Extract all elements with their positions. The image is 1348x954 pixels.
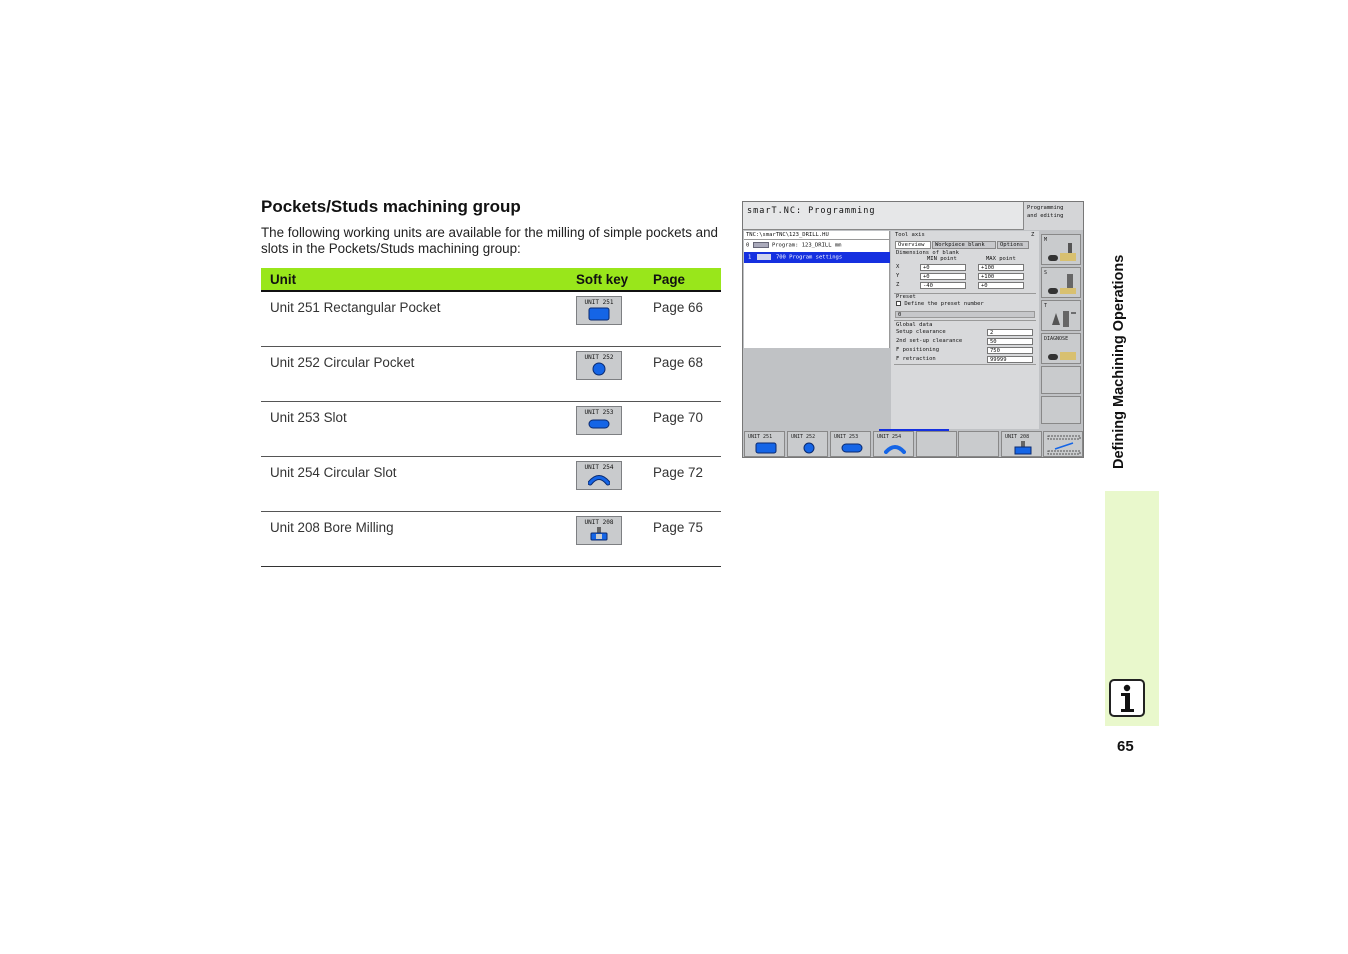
settings-icon bbox=[757, 254, 771, 260]
unit-name: Unit 254 Circular Slot bbox=[261, 457, 567, 512]
path-text: TNC:\smarTNC\123_DRILL.HU bbox=[746, 232, 829, 238]
dims-label: Dimensions of blank bbox=[896, 250, 959, 256]
softkey-empty[interactable] bbox=[916, 431, 957, 457]
page-ref: Page 75 bbox=[644, 512, 721, 567]
f-positioning-label: F positioning bbox=[896, 347, 940, 353]
x-max-field[interactable]: +100 bbox=[978, 264, 1024, 271]
softkey-next-bar[interactable] bbox=[1043, 431, 1083, 457]
preset-field[interactable]: 0 bbox=[895, 311, 1035, 318]
second-clearance-field[interactable]: 50 bbox=[987, 338, 1033, 345]
tree-row-program[interactable] bbox=[746, 242, 841, 249]
slot-icon bbox=[841, 442, 863, 454]
max-label: MAX point bbox=[986, 256, 1016, 262]
checkbox[interactable] bbox=[896, 301, 901, 306]
mode-line1: Programming bbox=[1027, 205, 1064, 211]
bore-milling-icon bbox=[588, 527, 610, 541]
chapter-title-rotated bbox=[1101, 207, 1131, 469]
header-softkey: Soft key bbox=[567, 268, 644, 291]
softkey-row-switch-icon bbox=[1047, 435, 1081, 455]
global-label: Global data bbox=[896, 322, 933, 328]
chapter-title-container bbox=[1101, 207, 1131, 469]
f-retraction-field[interactable]: 99999 bbox=[987, 356, 1033, 363]
screen-header bbox=[743, 202, 1023, 230]
unit-name: Unit 251 Rectangular Pocket bbox=[261, 291, 567, 347]
y-min-field[interactable]: +0 bbox=[920, 273, 966, 280]
softkey-label: UNIT 253 bbox=[584, 409, 614, 416]
circular-pocket-icon bbox=[798, 442, 820, 454]
unit-253-softkey bbox=[576, 406, 622, 435]
info-glyph bbox=[1111, 681, 1143, 715]
softkey-empty[interactable] bbox=[1041, 396, 1081, 424]
spindle-icon bbox=[1046, 274, 1078, 296]
preset-checkbox-row[interactable] bbox=[896, 301, 984, 307]
tool-axis-label: Tool axis bbox=[895, 232, 925, 238]
f-retraction-label: F retraction bbox=[896, 356, 936, 362]
chapter-title-text: Defining Machining Operations bbox=[1111, 254, 1127, 469]
page-ref: Page 70 bbox=[644, 402, 721, 457]
second-clearance-label: 2nd set-up clearance bbox=[896, 338, 963, 344]
tree-selected-label: 700 Program settings bbox=[775, 254, 843, 261]
softkey-label: UNIT 254 bbox=[877, 434, 902, 440]
form-panel bbox=[891, 231, 1039, 429]
axis-x-label: X bbox=[896, 264, 900, 270]
rectangular-pocket-icon bbox=[588, 307, 610, 321]
axis-y-label: Y bbox=[896, 273, 900, 279]
softkey-label: M bbox=[1044, 237, 1048, 243]
divider bbox=[894, 320, 1036, 321]
softkey-m[interactable] bbox=[1041, 234, 1081, 265]
softkey-label: T bbox=[1044, 303, 1048, 309]
softkey-empty[interactable] bbox=[1041, 366, 1081, 394]
softkey-unit-252[interactable] bbox=[787, 431, 828, 457]
divider bbox=[894, 364, 1036, 365]
diagnose-icon bbox=[1046, 344, 1078, 362]
slot-icon bbox=[588, 417, 610, 431]
table-row bbox=[261, 347, 721, 402]
unit-251-softkey bbox=[576, 296, 622, 325]
softkey-t[interactable] bbox=[1041, 300, 1081, 331]
smartnc-screenshot bbox=[742, 201, 1084, 458]
softkey-unit-253[interactable] bbox=[830, 431, 871, 457]
softkey-label: UNIT 253 bbox=[834, 434, 859, 440]
softkey-cell bbox=[567, 512, 644, 567]
tab-overview[interactable]: Overview bbox=[895, 241, 931, 249]
preset-label: Preset bbox=[896, 294, 916, 300]
table-header-row bbox=[261, 268, 721, 291]
axis-z-label: Z bbox=[896, 282, 900, 288]
circular-slot-icon bbox=[588, 472, 610, 486]
softkey-cell bbox=[567, 457, 644, 512]
tree-program-label: Program: 123_DRILL mm bbox=[771, 242, 842, 249]
table-row bbox=[261, 512, 721, 567]
unit-name: Unit 253 Slot bbox=[261, 402, 567, 457]
softkey-s[interactable] bbox=[1041, 267, 1081, 298]
table-row bbox=[261, 402, 721, 457]
table-row bbox=[261, 291, 721, 347]
vertical-softkeys bbox=[1041, 232, 1083, 429]
softkey-diagnose[interactable] bbox=[1041, 333, 1081, 364]
preset-checkbox-label: Define the preset number bbox=[904, 301, 984, 307]
softkey-label: UNIT 252 bbox=[791, 434, 816, 440]
bore-milling-icon bbox=[1012, 441, 1034, 455]
intro-paragraph: The following working units are available for the milling of simple pockets and slots in the Pockets/Studs machining group: bbox=[261, 225, 719, 256]
softkey-cell bbox=[567, 291, 644, 347]
tab-options[interactable]: Options bbox=[997, 241, 1029, 249]
tree-row-selected[interactable] bbox=[744, 252, 890, 263]
min-label: MIN point bbox=[927, 256, 957, 262]
horizontal-softkeys bbox=[744, 431, 1083, 457]
screen-title: smarT.NC: Programming bbox=[747, 206, 876, 216]
softkey-cell bbox=[567, 347, 644, 402]
f-positioning-field[interactable]: 750 bbox=[987, 347, 1033, 354]
softkey-label: UNIT 254 bbox=[584, 464, 614, 471]
circular-pocket-icon bbox=[588, 362, 610, 376]
tab-workpiece-blank[interactable]: Workpiece blank bbox=[932, 241, 996, 249]
softkey-unit-251[interactable] bbox=[744, 431, 785, 457]
table-row bbox=[261, 457, 721, 512]
softkey-unit-254[interactable] bbox=[873, 431, 914, 457]
y-max-field[interactable]: +100 bbox=[978, 273, 1024, 280]
page-ref: Page 72 bbox=[644, 457, 721, 512]
units-table bbox=[261, 268, 721, 567]
z-max-field[interactable]: +0 bbox=[978, 282, 1024, 289]
divider bbox=[744, 239, 890, 240]
circular-slot-icon bbox=[884, 442, 906, 454]
unit-name: Unit 208 Bore Milling bbox=[261, 512, 567, 567]
tree-index: 1 bbox=[748, 254, 752, 261]
unit-252-softkey bbox=[576, 351, 622, 380]
softkey-empty[interactable] bbox=[958, 431, 999, 457]
z-min-field[interactable]: -40 bbox=[920, 282, 966, 289]
setup-clearance-field[interactable]: 2 bbox=[987, 329, 1033, 336]
machine-function-icon bbox=[1046, 241, 1078, 263]
tool-icon bbox=[1046, 307, 1078, 329]
softkey-label: UNIT 208 bbox=[584, 519, 614, 526]
tree-panel bbox=[744, 231, 890, 348]
softkey-label: UNIT 208 bbox=[1005, 434, 1030, 440]
softkey-label: UNIT 252 bbox=[584, 354, 614, 361]
mode-line2: and editing bbox=[1027, 213, 1064, 219]
tool-axis-value: Z bbox=[1031, 232, 1035, 238]
tree-index: 0 bbox=[746, 242, 750, 249]
unit-name: Unit 252 Circular Pocket bbox=[261, 347, 567, 402]
softkey-label: S bbox=[1044, 270, 1048, 276]
header-unit: Unit bbox=[261, 268, 567, 291]
page-ref: Page 66 bbox=[644, 291, 721, 347]
softkey-cell bbox=[567, 402, 644, 457]
page-number: 65 bbox=[1117, 738, 1134, 755]
unit-254-softkey bbox=[576, 461, 622, 490]
rectangular-pocket-icon bbox=[755, 442, 777, 454]
page-ref: Page 68 bbox=[644, 347, 721, 402]
mode-indicator bbox=[1023, 202, 1083, 230]
unit-208-softkey bbox=[576, 516, 622, 545]
softkey-label: DIAGNOSE bbox=[1044, 336, 1069, 342]
info-icon bbox=[1109, 679, 1145, 717]
program-icon bbox=[753, 242, 769, 248]
softkey-label: UNIT 251 bbox=[584, 299, 614, 306]
section-title: Pockets/Studs machining group bbox=[261, 197, 521, 216]
header-page: Page bbox=[644, 268, 721, 291]
softkey-label: UNIT 251 bbox=[748, 434, 773, 440]
softkey-unit-208[interactable] bbox=[1001, 431, 1042, 457]
setup-clearance-label: Setup clearance bbox=[896, 329, 946, 335]
x-min-field[interactable]: +0 bbox=[920, 264, 966, 271]
